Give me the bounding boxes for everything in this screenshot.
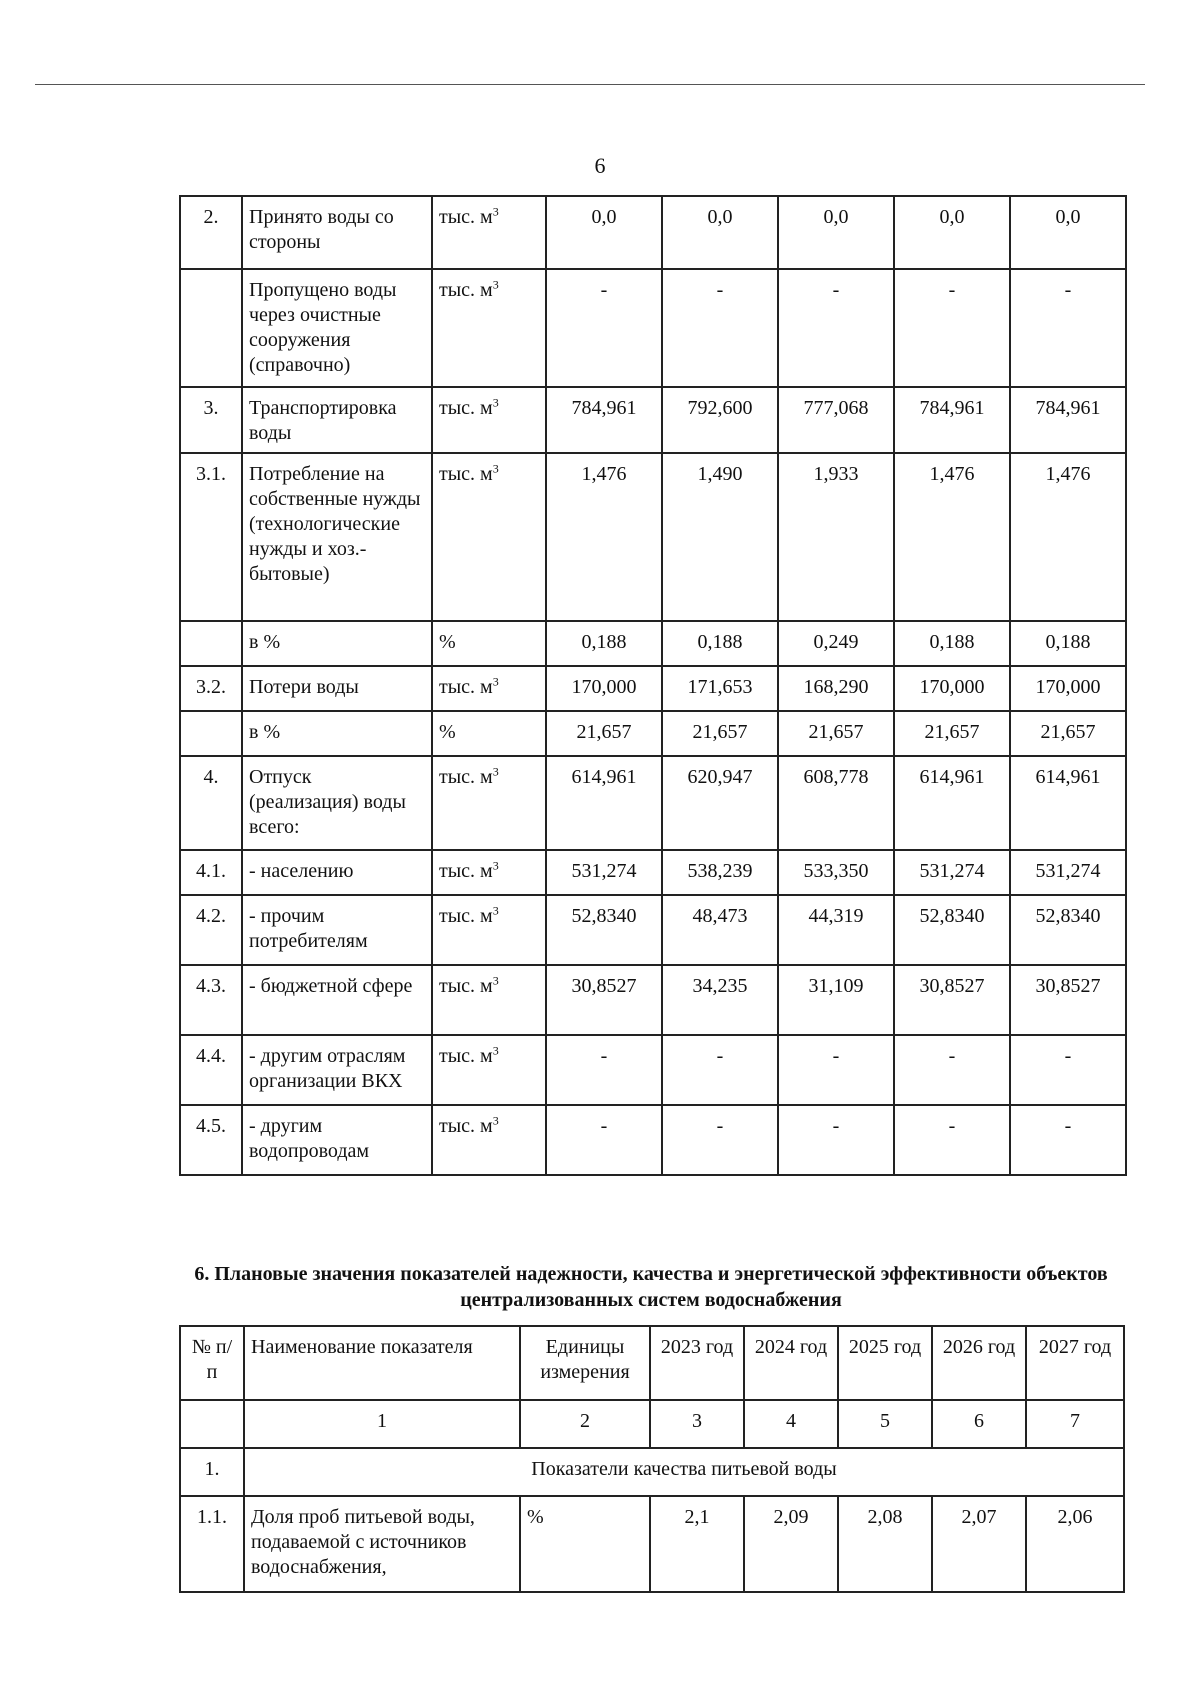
row-unit: [432, 711, 546, 756]
row-value: -: [894, 1105, 1010, 1175]
group-number: 1.: [180, 1448, 244, 1496]
row-value: 792,600: [662, 387, 778, 453]
row-value: 21,657: [1010, 711, 1126, 756]
unit-superscript: 3: [492, 674, 499, 689]
row-value: 0,0: [778, 196, 894, 269]
row-value: 784,961: [1010, 387, 1126, 453]
unit-text: %: [439, 631, 456, 653]
row-value: -: [546, 269, 662, 387]
row-value: 171,653: [662, 666, 778, 711]
row-value: 2,07: [932, 1496, 1026, 1592]
row-unit: [432, 965, 546, 1035]
header-cell: 2024 год: [744, 1326, 838, 1400]
row-value: 1,490: [662, 453, 778, 621]
row-number: 4.2.: [180, 895, 242, 965]
row-value: -: [546, 1035, 662, 1105]
row-name: Доля проб питьевой воды, подаваемой с источников водоснабжения,: [244, 1496, 520, 1592]
row-value: 533,350: [778, 850, 894, 895]
unit-superscript: 3: [492, 1113, 499, 1128]
numbering-cell: [180, 1400, 244, 1448]
row-value: 620,947: [662, 756, 778, 850]
row-value: 21,657: [546, 711, 662, 756]
row-value: 614,961: [546, 756, 662, 850]
numbering-cell: 6: [932, 1400, 1026, 1448]
header-cell: 2026 год: [932, 1326, 1026, 1400]
row-value: 0,188: [662, 621, 778, 666]
row-value: -: [546, 1105, 662, 1175]
page-number: 6: [594, 153, 606, 178]
header-cell: 2025 год: [838, 1326, 932, 1400]
row-name: - бюджетной сфере: [242, 965, 432, 1035]
row-unit: [432, 269, 546, 387]
group-label: Показатели качества питьевой воды: [244, 1448, 1124, 1496]
unit-text: тыс. м: [439, 397, 493, 419]
balance-row: [180, 895, 1126, 965]
indicators-header-row: [180, 1326, 1124, 1400]
row-unit: [432, 756, 546, 850]
row-value: 0,0: [546, 196, 662, 269]
row-name: Потребление на собственные нужды (технологические нужды и хоз.-бытовые): [242, 453, 432, 621]
row-unit: [432, 666, 546, 711]
row-value: 34,235: [662, 965, 778, 1035]
row-value: 0,188: [894, 621, 1010, 666]
row-number: [180, 269, 242, 387]
indicators-table: [179, 1325, 1125, 1593]
unit-text: тыс. м: [439, 676, 493, 698]
row-number: 2.: [180, 196, 242, 269]
row-name: Потери воды: [242, 666, 432, 711]
unit-text: тыс. м: [439, 463, 493, 485]
row-value: -: [778, 269, 894, 387]
row-number: 3.2.: [180, 666, 242, 711]
row-value: -: [1010, 1035, 1126, 1105]
row-value: 538,239: [662, 850, 778, 895]
row-value: -: [1010, 269, 1126, 387]
numbering-cell: 5: [838, 1400, 932, 1448]
row-value: 1,476: [546, 453, 662, 621]
water-balance-table: [179, 195, 1127, 1176]
row-number: [180, 621, 242, 666]
row-value: 784,961: [894, 387, 1010, 453]
header-cell: № п/п: [180, 1326, 244, 1400]
balance-row: [180, 269, 1126, 387]
unit-text: тыс. м: [439, 1115, 493, 1137]
unit-superscript: 3: [492, 973, 499, 988]
unit-superscript: 3: [492, 858, 499, 873]
row-number: 4.: [180, 756, 242, 850]
row-value: -: [778, 1105, 894, 1175]
row-name: - другим отраслям организации ВКХ: [242, 1035, 432, 1105]
row-number: 4.5.: [180, 1105, 242, 1175]
unit-superscript: 3: [492, 1043, 499, 1058]
numbering-cell: 2: [520, 1400, 650, 1448]
row-value: 30,8527: [1010, 965, 1126, 1035]
row-value: 44,319: [778, 895, 894, 965]
balance-row: [180, 850, 1126, 895]
balance-row: [180, 1035, 1126, 1105]
row-name: Пропущено воды через очистные сооружения (справочно): [242, 269, 432, 387]
unit-superscript: 3: [492, 461, 499, 476]
row-unit: [432, 453, 546, 621]
row-number: 4.4.: [180, 1035, 242, 1105]
unit-text: тыс. м: [439, 766, 493, 788]
balance-row: [180, 1105, 1126, 1175]
row-value: 784,961: [546, 387, 662, 453]
row-number: 4.1.: [180, 850, 242, 895]
numbering-cell: 1: [244, 1400, 520, 1448]
row-number: [180, 711, 242, 756]
section-6-title: 6. Плановые значения показателей надежности, качества и энергетической эффективности объектов централизованных систем водоснабжения: [194, 1263, 1108, 1311]
row-value: -: [1010, 1105, 1126, 1175]
balance-row: [180, 756, 1126, 850]
row-value: -: [662, 1105, 778, 1175]
unit-text: тыс. м: [439, 206, 493, 228]
row-value: -: [662, 1035, 778, 1105]
row-value: 21,657: [778, 711, 894, 756]
unit-text: тыс. м: [439, 1045, 493, 1067]
row-value: 30,8527: [894, 965, 1010, 1035]
row-number: 4.3.: [180, 965, 242, 1035]
row-name: - населению: [242, 850, 432, 895]
row-number: 3.1.: [180, 453, 242, 621]
balance-row: [180, 621, 1126, 666]
row-name: в %: [242, 621, 432, 666]
row-value: 31,109: [778, 965, 894, 1035]
page-top-rule: [35, 84, 1145, 85]
row-number: 1.1.: [180, 1496, 244, 1592]
row-value: -: [778, 1035, 894, 1105]
row-unit: %: [520, 1496, 650, 1592]
row-value: 52,8340: [1010, 895, 1126, 965]
numbering-cell: 3: [650, 1400, 744, 1448]
row-value: 170,000: [1010, 666, 1126, 711]
row-value: 1,933: [778, 453, 894, 621]
row-value: 1,476: [894, 453, 1010, 621]
indicators-numbering-row: [180, 1400, 1124, 1448]
row-name: Транспортировка воды: [242, 387, 432, 453]
unit-superscript: 3: [492, 764, 499, 779]
row-name: в %: [242, 711, 432, 756]
row-value: 21,657: [662, 711, 778, 756]
row-number: 3.: [180, 387, 242, 453]
row-value: 0,0: [894, 196, 1010, 269]
row-value: 608,778: [778, 756, 894, 850]
row-value: 0,0: [1010, 196, 1126, 269]
row-value: 21,657: [894, 711, 1010, 756]
header-cell: 2023 год: [650, 1326, 744, 1400]
row-unit: [432, 1105, 546, 1175]
unit-text: тыс. м: [439, 860, 493, 882]
row-value: 614,961: [1010, 756, 1126, 850]
row-value: 531,274: [546, 850, 662, 895]
row-value: 52,8340: [894, 895, 1010, 965]
row-value: 2,1: [650, 1496, 744, 1592]
indicators-data-row: [180, 1496, 1124, 1592]
row-value: 2,06: [1026, 1496, 1124, 1592]
row-unit: [432, 850, 546, 895]
unit-superscript: 3: [492, 903, 499, 918]
row-value: 531,274: [1010, 850, 1126, 895]
numbering-cell: 4: [744, 1400, 838, 1448]
unit-text: тыс. м: [439, 279, 493, 301]
row-value: -: [894, 269, 1010, 387]
numbering-cell: 7: [1026, 1400, 1124, 1448]
unit-superscript: 3: [492, 204, 499, 219]
balance-row: [180, 965, 1126, 1035]
row-name: Принято воды со стороны: [242, 196, 432, 269]
unit-superscript: 3: [492, 277, 499, 292]
row-value: -: [662, 269, 778, 387]
indicators-group-row: [180, 1448, 1124, 1496]
balance-row: [180, 196, 1126, 269]
row-value: 2,08: [838, 1496, 932, 1592]
row-name: - прочим потребителям: [242, 895, 432, 965]
row-value: 52,8340: [546, 895, 662, 965]
row-value: 777,068: [778, 387, 894, 453]
row-unit: [432, 1035, 546, 1105]
row-value: 0,188: [546, 621, 662, 666]
unit-superscript: 3: [492, 395, 499, 410]
row-value: 170,000: [546, 666, 662, 711]
row-value: -: [894, 1035, 1010, 1105]
balance-row: [180, 711, 1126, 756]
row-name: - другим водопроводам: [242, 1105, 432, 1175]
unit-text: тыс. м: [439, 905, 493, 927]
row-unit: [432, 895, 546, 965]
row-name: Отпуск (реализация) воды всего:: [242, 756, 432, 850]
row-value: 48,473: [662, 895, 778, 965]
row-value: 0,249: [778, 621, 894, 666]
row-unit: [432, 621, 546, 666]
row-value: 0,0: [662, 196, 778, 269]
header-cell: 2027 год: [1026, 1326, 1124, 1400]
balance-row: [180, 387, 1126, 453]
row-value: 0,188: [1010, 621, 1126, 666]
row-unit: [432, 387, 546, 453]
header-cell: Единицы измерения: [520, 1326, 650, 1400]
row-unit: [432, 196, 546, 269]
row-value: 168,290: [778, 666, 894, 711]
row-value: 30,8527: [546, 965, 662, 1035]
row-value: 170,000: [894, 666, 1010, 711]
balance-row: [180, 666, 1126, 711]
balance-row: [180, 453, 1126, 621]
row-value: 2,09: [744, 1496, 838, 1592]
unit-text: тыс. м: [439, 975, 493, 997]
row-value: 614,961: [894, 756, 1010, 850]
unit-text: %: [439, 721, 456, 743]
row-value: 1,476: [1010, 453, 1126, 621]
row-value: 531,274: [894, 850, 1010, 895]
header-cell: Наименование показателя: [244, 1326, 520, 1400]
